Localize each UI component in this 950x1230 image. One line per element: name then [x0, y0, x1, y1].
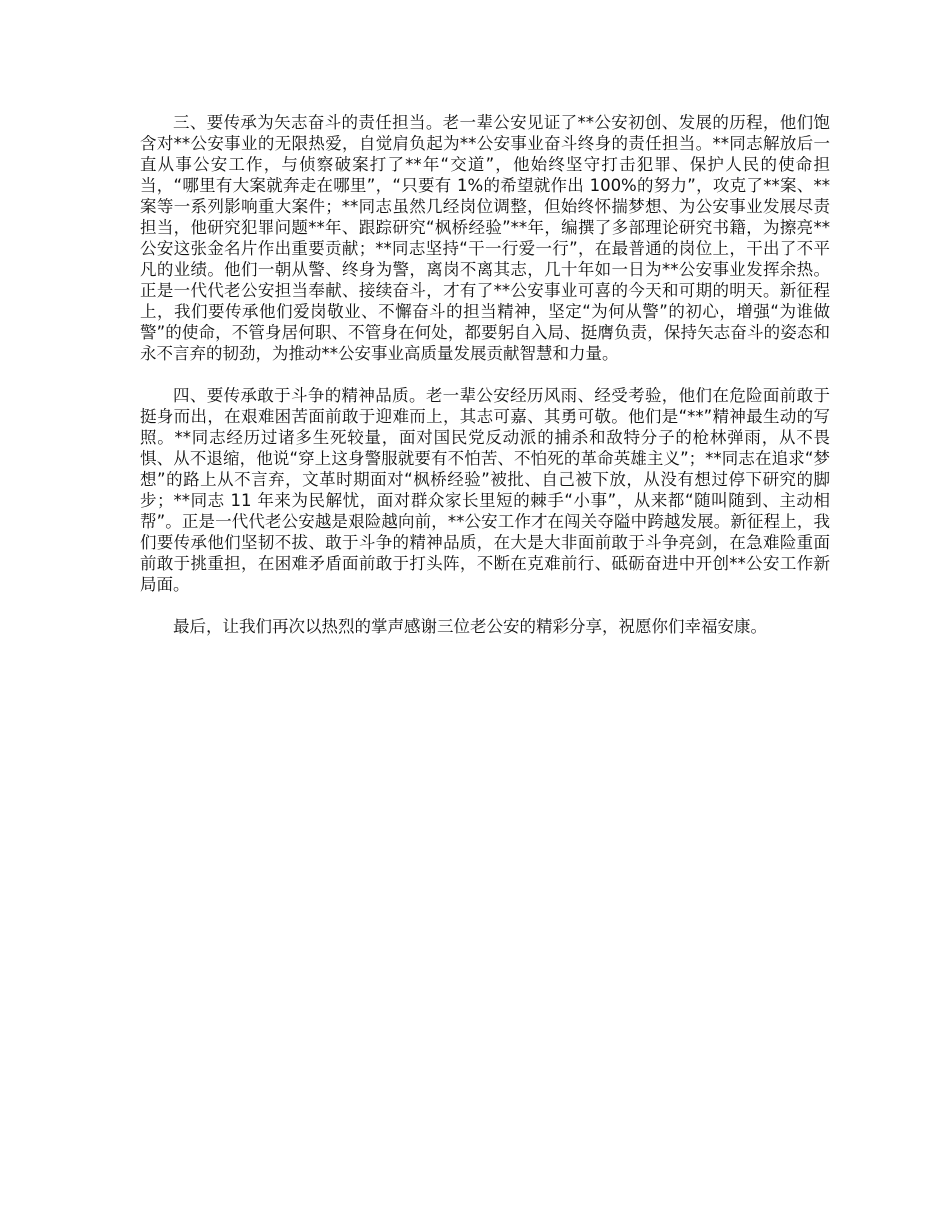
- document-body: [140, 112, 830, 658]
- paragraph-section-three: 三、要传承为矢志奋斗的责任担当。老一辈公安见证了**公安初创、发展的历程，他们饱含对**公安事业的无限热爱，自觉肩负起为**公安事业奋斗终身的责任担当。**同志解放后一直从事公安工作，与侦察破案打了**年“交道”，他始终坚守打击犯罪、保护人民的使命担当，“哪里有大案就奔走在哪里”，“只要有 1%的希望就作出 100%的努力”，攻克了**案、**案等一系列影响重大案件；**同志虽然几经岗位调整，但始终怀揣梦想、为公安事业发展尽责担当，他研究犯罪问题**年、跟踪研究“枫桥经验”**年，编撰了多部理论研究书籍，为擦亮**公安这张金名片作出重要贡献；**同志坚持“干一行爱一行”，在最普通的岗位上，干出了不平凡的业绩。他们一朝从警、终身为警，离岗不离其志，几十年如一日为**公安事业发挥余热。正是一代代老公安担当奉献、接续奋斗，才有了**公安事业可喜的今天和可期的明天。新征程上，我们要传承他们爱岗敬业、不懈奋斗的担当精神，坚定“为何从警”的初心，增强“为谁做警”的使命，不管身居何职、不管身在何处，都要躬自入局、挺膺负责，保持矢志奋斗的姿态和永不言弃的韧劲，为推动**公安事业高质量发展贡献智慧和力量。: [140, 113, 830, 363]
- paragraph-section-four: 四、要传承敢于斗争的精神品质。老一辈公安经历风雨、经受考验，他们在危险面前敢于挺身而出，在艰难困苦面前敢于迎难而上，其志可嘉、其勇可敬。他们是“**”精神最生动的写照。**同志经历过诸多生死较量，面对国民党反动派的捕杀和敌特分子的枪林弹雨，从不畏惧、从不退缩，他说“穿上这身警服就要有不怕苦、不怕死的革命英雄主义”；**同志在追求“梦想”的路上从不言弃，文革时期面对“枫桥经验”被批、自己被下放，从没有想过停下研究的脚步；**同志 11 年来为民解忧，面对群众家长里短的棘手“小事”，从来都“随叫随到、主动相帮”。正是一代代老公安越是艰险越向前，**公安工作才在闯关夺隘中跨越发展。新征程上，我们要传承他们坚韧不拔、敢于斗争的精神品质，在大是大非面前敢于斗争亮剑，在急难险重面前敢于挑重担，在困难矛盾面前敢于打头阵，不断在克难前行、砥砺奋进中开创**公安工作新局面。: [140, 386, 830, 594]
- paragraph-closing: 最后，让我们再次以热烈的掌声感谢三位老公安的精彩分享，祝愿你们幸福安康。: [173, 617, 767, 636]
